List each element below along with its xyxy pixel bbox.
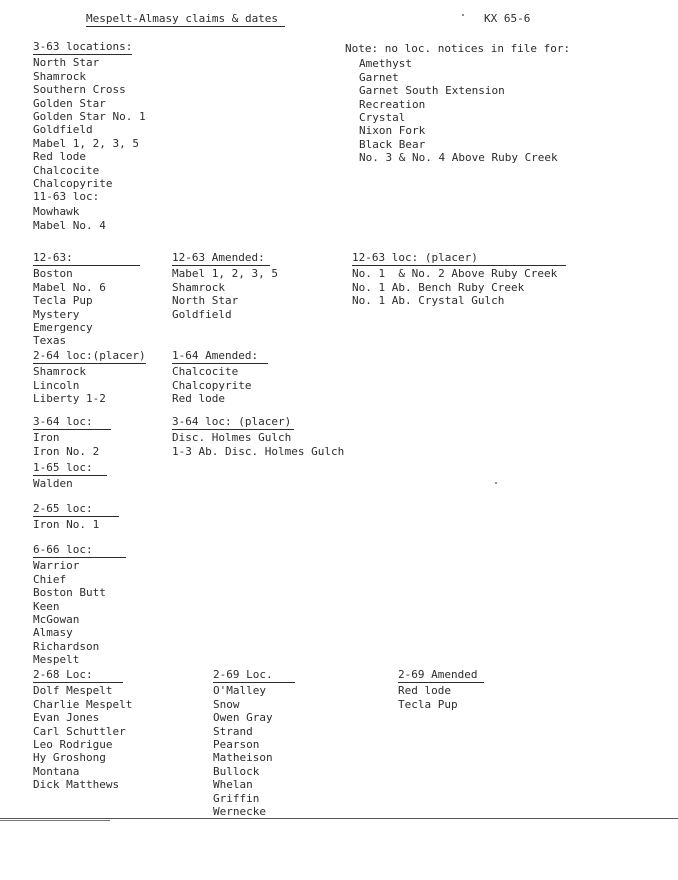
section-heading: 2-64 loc:(placer)	[33, 349, 146, 364]
section-heading: 1-64 Amended:	[172, 349, 268, 364]
list-item: Crystal	[359, 111, 406, 125]
list-item: Tecla Pup	[33, 294, 93, 308]
list-item: Pearson	[213, 738, 260, 752]
list-item: O'Malley	[213, 684, 266, 698]
list-item: North Star	[33, 56, 100, 70]
section-loc-3-64	[33, 415, 111, 458]
list-item: Boston	[33, 267, 73, 281]
list-item: Red lode	[398, 684, 451, 698]
list-item: Richardson	[33, 639, 100, 653]
list-item: Mabel 1, 2, 3, 5	[33, 136, 139, 150]
section-heading: 3-64 loc:	[33, 415, 111, 430]
list-item: Chalcopyrite	[172, 378, 252, 392]
list-item: Tecla Pup	[398, 697, 458, 711]
list-item: Texas	[33, 334, 67, 348]
page-edge-line	[0, 818, 678, 819]
section-heading: 12-63:	[33, 251, 140, 266]
section-heading: 12-63 loc: (placer)	[352, 251, 566, 266]
list-item: Carl Schuttler	[33, 724, 126, 738]
section-placer-3-64	[172, 415, 344, 458]
section-amended-12-63	[172, 251, 278, 321]
list-item: Golden Star	[33, 96, 106, 110]
list-item: Liberty 1-2	[33, 392, 106, 406]
section-loc-6-66	[33, 543, 126, 667]
section-amended-2-69	[398, 668, 484, 711]
list-item: McGowan	[33, 613, 80, 627]
section-placer-12-63	[352, 251, 566, 308]
list-item: Mabel No. 4	[33, 218, 106, 232]
page-edge-line-short	[0, 820, 110, 821]
section-loc-2-65	[33, 502, 119, 532]
list-item: Mabel No. 6	[33, 280, 106, 294]
list-item: No. 3 & No. 4 Above Ruby Creek	[359, 151, 558, 165]
section-loc-11-63	[33, 190, 106, 232]
list-item: Chalcocite	[172, 365, 239, 379]
list-item: Garnet South Extension	[359, 84, 505, 98]
section-heading: 3-63 locations:	[33, 40, 132, 55]
list-item: North Star	[172, 294, 239, 308]
list-item: Southern Cross	[33, 83, 126, 97]
list-item: Bullock	[213, 764, 260, 778]
list-item: Montana	[33, 764, 80, 778]
list-item: Goldfield	[172, 307, 232, 321]
list-item: Boston Butt	[33, 586, 106, 600]
list-item: Shamrock	[172, 280, 225, 294]
section-heading: 2-65 loc:	[33, 502, 119, 517]
list-item: Charlie Mespelt	[33, 697, 133, 711]
list-item: Whelan	[213, 778, 253, 792]
list-item: Emergency	[33, 321, 93, 335]
section-amended-1-64	[172, 349, 268, 406]
document-title: Mespelt-Almasy claims & dates	[86, 12, 285, 28]
section-heading: 2-68 Loc:	[33, 668, 123, 683]
scan-speck	[495, 482, 497, 484]
section-heading: 3-64 loc: (placer)	[172, 415, 294, 430]
list-item: Chief	[33, 572, 67, 586]
list-item: Strand	[213, 724, 253, 738]
section-note	[345, 42, 570, 165]
list-item: Red lode	[172, 392, 225, 406]
list-item: Dolf Mespelt	[33, 684, 113, 698]
section-heading: 12-63 Amended:	[172, 251, 270, 266]
section-loc-2-69	[213, 668, 295, 818]
list-item: Matheison	[213, 751, 273, 765]
scan-speck	[462, 14, 464, 16]
list-item: Almasy	[33, 626, 73, 640]
section-heading: 11-63 loc:	[33, 190, 100, 203]
list-item: Griffin	[213, 791, 260, 805]
list-item: Leo Rodrigue	[33, 738, 113, 752]
list-item: Disc. Holmes Gulch	[172, 431, 292, 445]
list-item: 1-3 Ab. Disc. Holmes Gulch	[172, 444, 345, 458]
list-item: Lincoln	[33, 378, 80, 392]
list-item: Shamrock	[33, 365, 86, 379]
list-item: Keen	[33, 599, 60, 613]
section-loc-3-63	[33, 40, 146, 190]
list-item: Evan Jones	[33, 711, 100, 725]
list-item: Walden	[33, 477, 73, 491]
section-loc-12-63	[33, 251, 140, 348]
list-item: Hy Groshong	[33, 751, 106, 765]
list-item: Dick Matthews	[33, 778, 120, 792]
list-item: Iron No. 1	[33, 518, 100, 532]
section-heading: 1-65 loc:	[33, 461, 107, 476]
list-item: Mespelt	[33, 653, 80, 667]
section-heading: Note: no loc. notices in file for:	[345, 42, 571, 55]
file-reference: KX 65-6	[484, 12, 531, 25]
list-item: No. 1 Ab. Bench Ruby Creek	[352, 280, 525, 294]
list-item: Mystery	[33, 307, 80, 321]
list-item: Mabel 1, 2, 3, 5	[172, 267, 278, 281]
list-item: Recreation	[359, 97, 426, 111]
section-heading: 6-66 loc:	[33, 543, 126, 558]
section-loc-1-65	[33, 461, 107, 491]
section-heading: 2-69 Amended	[398, 668, 484, 683]
list-item: Garnet	[359, 70, 399, 84]
list-item: Black Bear	[359, 137, 426, 151]
list-item: Red lode	[33, 150, 86, 164]
list-item: Owen Gray	[213, 711, 273, 725]
section-heading: 2-69 Loc.	[213, 668, 295, 683]
list-item: Shamrock	[33, 69, 86, 83]
list-item: Chalcopyrite	[33, 177, 113, 191]
list-item: Nixon Fork	[359, 124, 426, 138]
section-placer-2-64	[33, 349, 146, 406]
list-item: Warrior	[33, 559, 80, 573]
list-item: Wernecke	[213, 805, 266, 819]
list-item: Mowhawk	[33, 205, 80, 219]
list-item: Iron	[33, 431, 60, 445]
list-item: Chalcocite	[33, 163, 100, 177]
section-loc-2-68	[33, 668, 132, 792]
list-item: No. 1 Ab. Crystal Gulch	[352, 294, 505, 308]
list-item: Snow	[213, 697, 240, 711]
list-item: Amethyst	[359, 57, 412, 71]
list-item: Iron No. 2	[33, 444, 100, 458]
list-item: Goldfield	[33, 123, 93, 137]
list-item: Golden Star No. 1	[33, 110, 146, 124]
list-item: No. 1 & No. 2 Above Ruby Creek	[352, 267, 558, 281]
